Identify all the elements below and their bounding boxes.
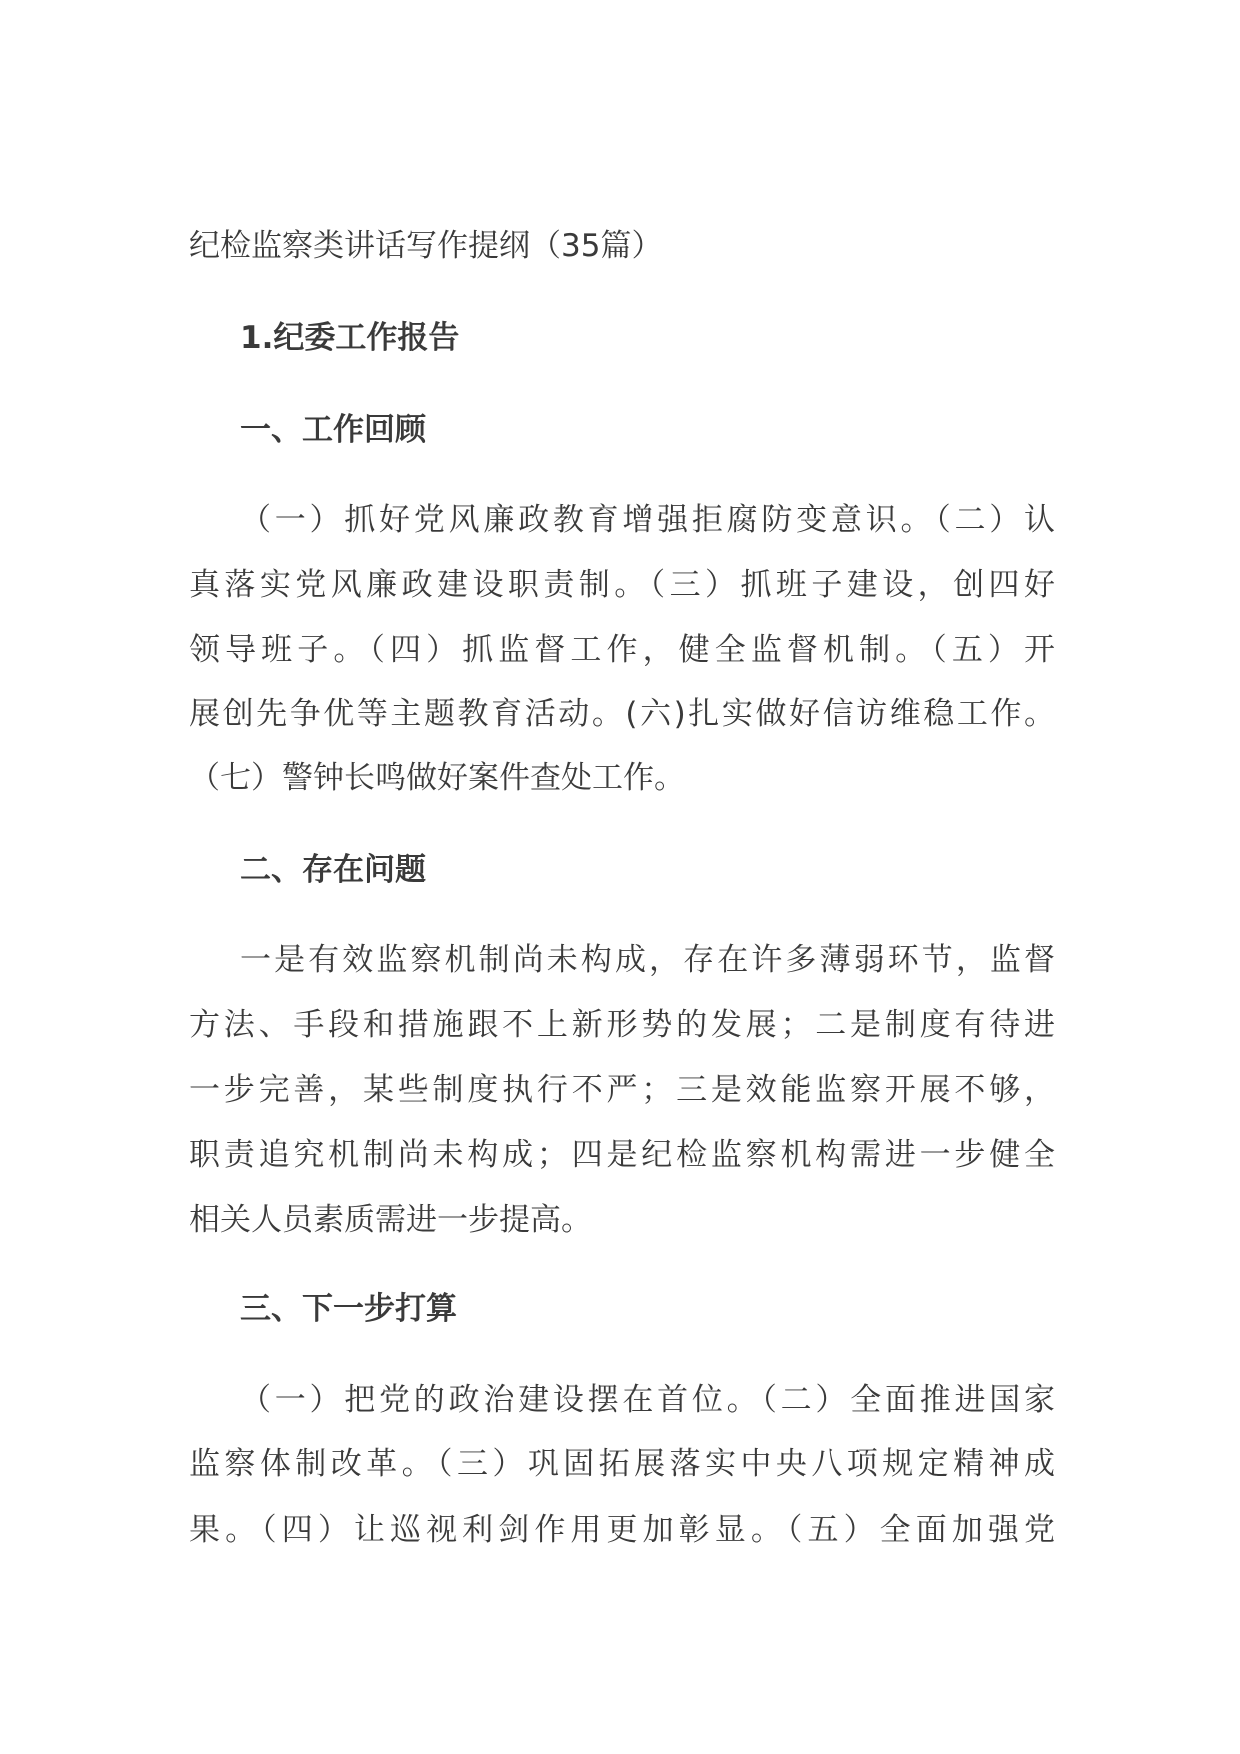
heading-existing-problems: 二、存在问题 bbox=[240, 852, 426, 888]
paragraph-line: 相关人员素质需进一步提高。 bbox=[189, 1202, 592, 1238]
paragraph-line: （一）把党的政治建设摆在首位。（二）全面推进国家 bbox=[240, 1382, 1055, 1418]
paragraph-line: 展创先争优等主题教育活动。(六)扎实做好信访维稳工作。 bbox=[189, 696, 1055, 732]
paragraph-line: 方法、手段和措施跟不上新形势的发展；二是制度有待进 bbox=[189, 1007, 1055, 1043]
paragraph-line: （七）警钟长鸣做好案件查处工作。 bbox=[189, 760, 685, 796]
heading-work-review: 一、工作回顾 bbox=[240, 412, 426, 448]
paragraph-line: 一是有效监察机制尚未构成，存在许多薄弱环节，监督 bbox=[240, 942, 1055, 978]
heading-next-steps: 三、下一步打算 bbox=[240, 1291, 457, 1327]
paragraph-line: 职责追究机制尚未构成；四是纪检监察机构需进一步健全 bbox=[189, 1137, 1055, 1173]
paragraph-line: 监察体制改革。（三）巩固拓展落实中央八项规定精神成 bbox=[189, 1446, 1055, 1482]
section-title: 1.纪委工作报告 bbox=[240, 320, 460, 356]
paragraph-line: 果。（四）让巡视利剑作用更加彰显。（五）全面加强党 bbox=[189, 1512, 1055, 1548]
paragraph-line: 一步完善，某些制度执行不严；三是效能监察开展不够， bbox=[189, 1072, 1055, 1108]
paragraph-line: 真落实党风廉政建设职责制。（三）抓班子建设，创四好 bbox=[189, 567, 1055, 603]
document-title: 纪检监察类讲话写作提纲（35篇） bbox=[189, 228, 663, 264]
paragraph-line: （一）抓好党风廉政教育增强拒腐防变意识。（二）认 bbox=[240, 502, 1055, 538]
paragraph-line: 领导班子。（四）抓监督工作，健全监督机制。（五）开 bbox=[189, 632, 1055, 668]
